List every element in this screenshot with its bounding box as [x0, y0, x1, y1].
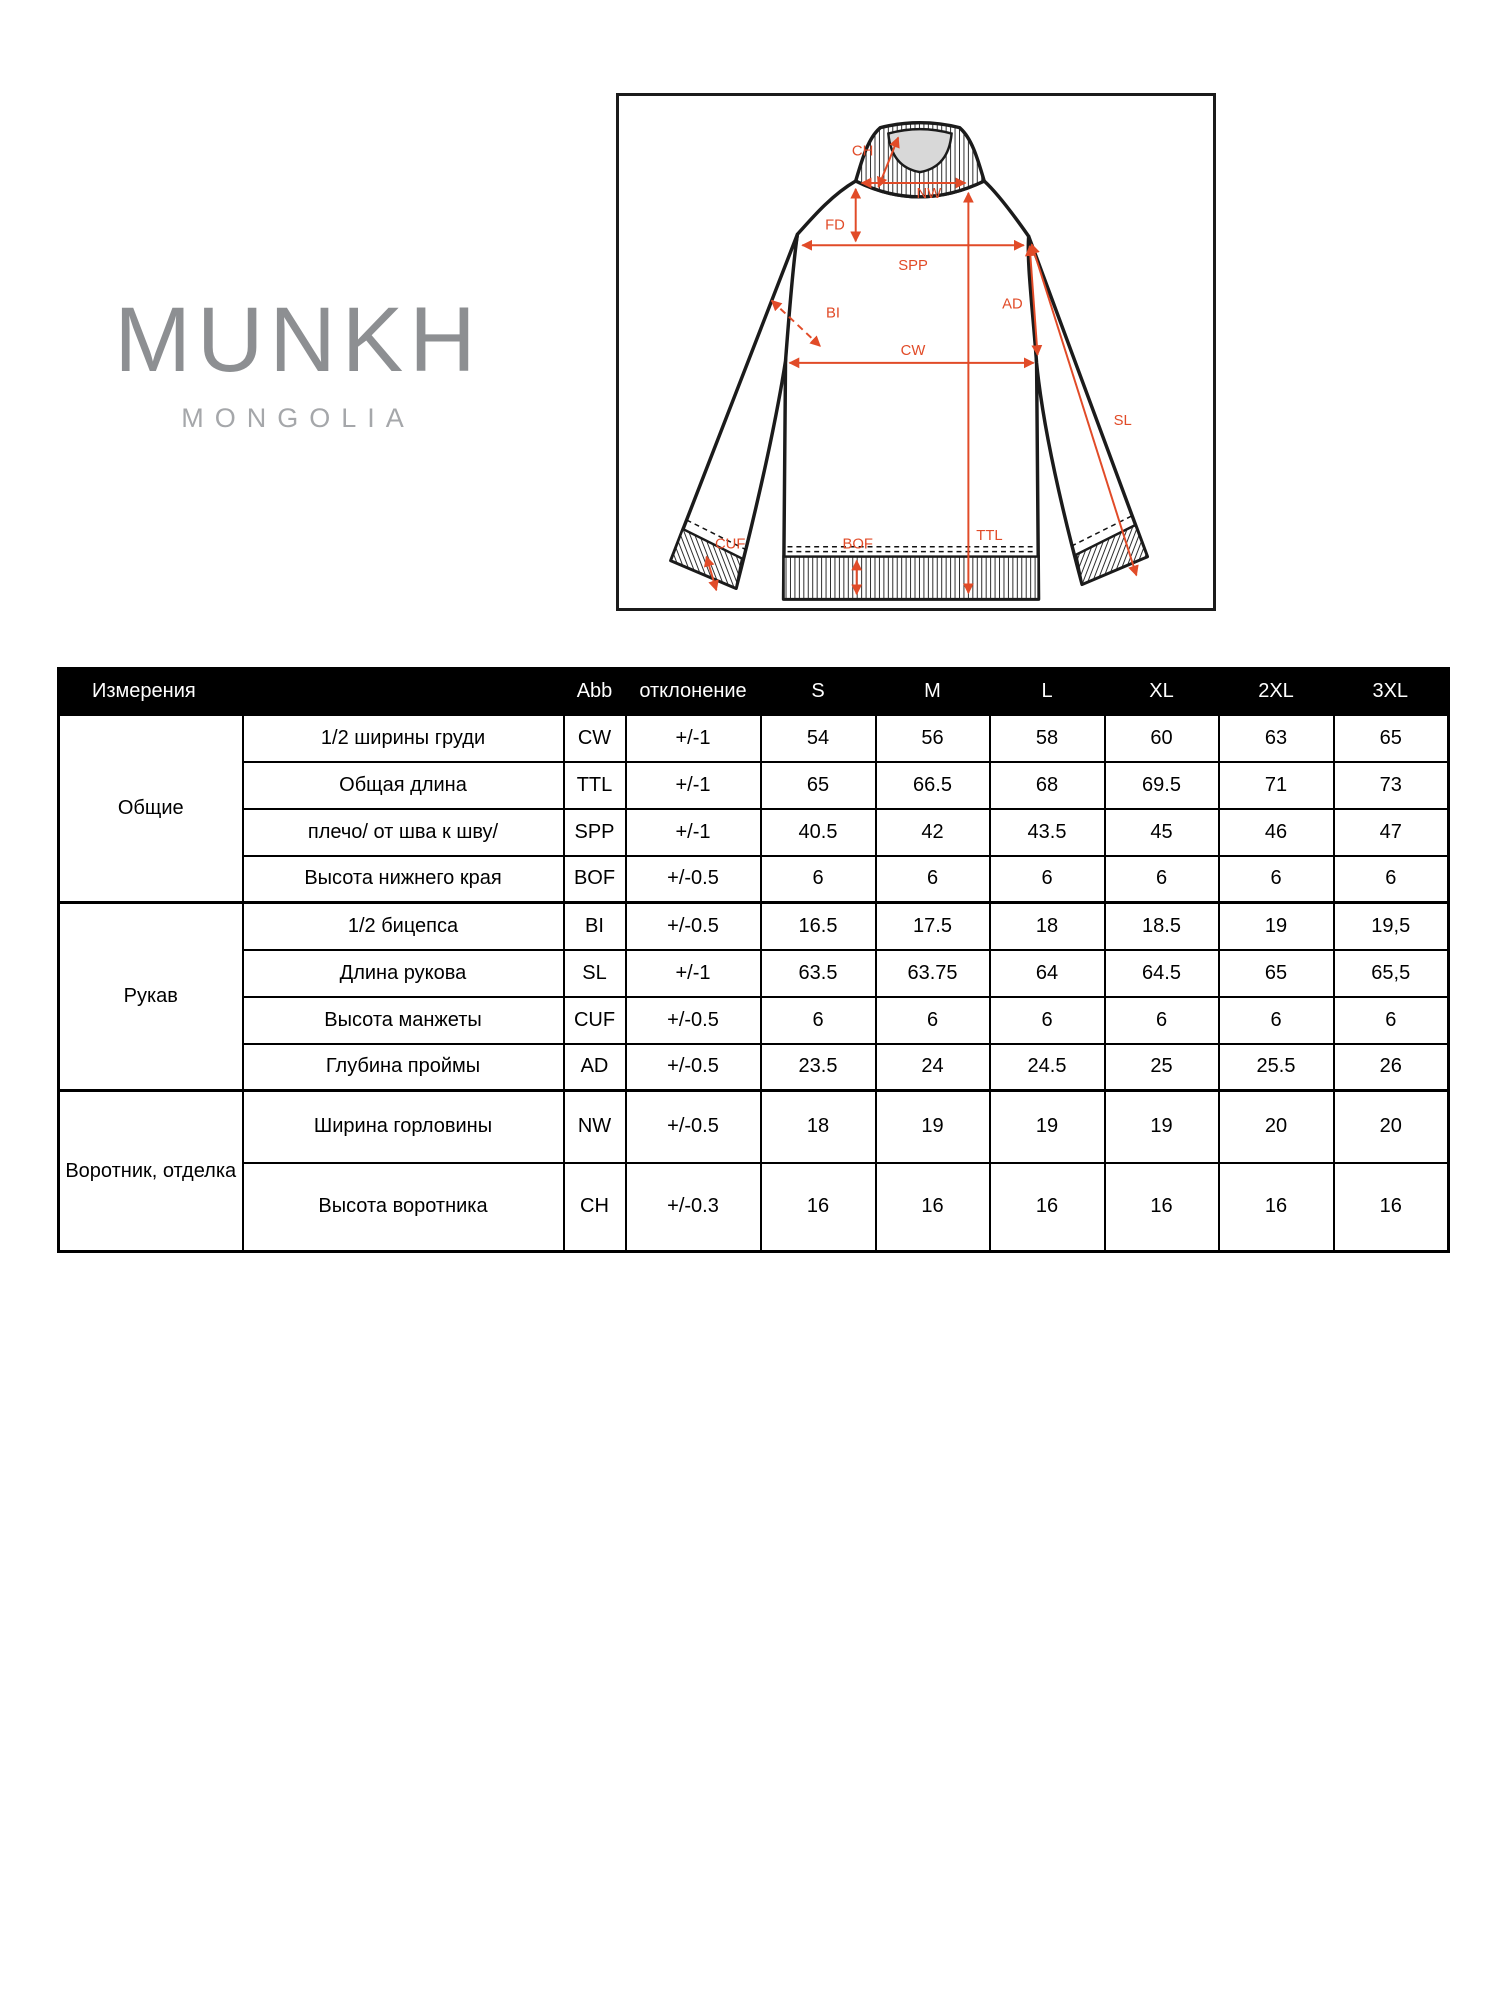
size-value: 65,5 — [1334, 950, 1449, 997]
col-header-measurements: Измерения — [59, 669, 564, 715]
measure-name: Глубина проймы — [243, 1044, 564, 1091]
size-value: 6 — [990, 997, 1105, 1044]
size-value: 65 — [1334, 715, 1449, 762]
size-value: 73 — [1334, 762, 1449, 809]
size-value: 17.5 — [876, 903, 990, 950]
size-value: 19,5 — [1334, 903, 1449, 950]
col-header-size-m: M — [876, 669, 990, 715]
size-value: 63.75 — [876, 950, 990, 997]
diagram-label-ch: CH — [851, 143, 874, 160]
measure-name: Общая длина — [243, 762, 564, 809]
size-value: 20 — [1219, 1091, 1334, 1163]
size-value: 68 — [990, 762, 1105, 809]
measure-abb: BI — [564, 903, 626, 950]
measure-name: Длина рукова — [243, 950, 564, 997]
measure-abb: TTL — [564, 762, 626, 809]
size-value: 65 — [761, 762, 876, 809]
size-value: 6 — [1219, 997, 1334, 1044]
col-header-size-3xl: 3XL — [1334, 669, 1449, 715]
diagram-label-spp: SPP — [898, 257, 928, 274]
table-row — [59, 1044, 1449, 1091]
table-row — [59, 903, 1449, 950]
brand-name: MUNKH — [114, 289, 482, 391]
size-value: 19 — [876, 1091, 990, 1163]
size-table — [57, 667, 1450, 1253]
measure-abb: AD — [564, 1044, 626, 1091]
measure-tolerance: +/-1 — [626, 809, 761, 856]
size-value: 46 — [1219, 809, 1334, 856]
size-value: 64 — [990, 950, 1105, 997]
size-value: 25.5 — [1219, 1044, 1334, 1091]
measure-name: 1/2 бицепса — [243, 903, 564, 950]
size-value: 16 — [1334, 1163, 1449, 1252]
size-value: 6 — [1219, 856, 1334, 903]
measure-tolerance: +/-0.5 — [626, 856, 761, 903]
size-value: 56 — [876, 715, 990, 762]
table-row — [59, 809, 1449, 856]
size-value: 60 — [1105, 715, 1219, 762]
size-value: 6 — [761, 856, 876, 903]
table-row — [59, 997, 1449, 1044]
diagram-label-cw: CW — [900, 342, 926, 359]
measure-abb: SPP — [564, 809, 626, 856]
size-value: 23.5 — [761, 1044, 876, 1091]
measure-tolerance: +/-1 — [626, 762, 761, 809]
size-value: 63.5 — [761, 950, 876, 997]
measure-tolerance: +/-0.5 — [626, 997, 761, 1044]
size-value: 26 — [1334, 1044, 1449, 1091]
group-label-general: Общие — [59, 715, 243, 903]
table-row — [59, 715, 1449, 762]
size-value: 24 — [876, 1044, 990, 1091]
sweater-technical-drawing — [619, 96, 1213, 608]
size-value: 43.5 — [990, 809, 1105, 856]
table-row — [59, 1091, 1449, 1163]
size-value: 6 — [876, 856, 990, 903]
col-header-size-2xl: 2XL — [1219, 669, 1334, 715]
measure-name: 1/2 ширины груди — [243, 715, 564, 762]
size-value: 18.5 — [1105, 903, 1219, 950]
size-value: 19 — [1105, 1091, 1219, 1163]
size-value: 63 — [1219, 715, 1334, 762]
measure-name: Высота манжеты — [243, 997, 564, 1044]
table-row — [59, 762, 1449, 809]
size-value: 19 — [1219, 903, 1334, 950]
measure-tolerance: +/-0.5 — [626, 1044, 761, 1091]
diagram-label-nw: NW — [916, 185, 942, 202]
measure-name: Высота воротника — [243, 1163, 564, 1252]
size-value: 64.5 — [1105, 950, 1219, 997]
size-value: 42 — [876, 809, 990, 856]
size-value: 45 — [1105, 809, 1219, 856]
table-header-row — [59, 669, 1449, 715]
size-value: 16 — [1219, 1163, 1334, 1252]
table-row — [59, 856, 1449, 903]
sweater-diagram-box — [616, 93, 1216, 611]
size-value: 40.5 — [761, 809, 876, 856]
size-value: 6 — [1334, 856, 1449, 903]
size-value: 16 — [761, 1163, 876, 1252]
col-header-tolerance: отклонение — [626, 669, 761, 715]
size-value: 47 — [1334, 809, 1449, 856]
diagram-label-fd: FD — [825, 217, 845, 234]
diagram-label-ad: AD — [1002, 296, 1023, 313]
size-value: 16.5 — [761, 903, 876, 950]
measure-name: плечо/ от шва к шву/ — [243, 809, 564, 856]
size-value: 58 — [990, 715, 1105, 762]
col-header-size-s: S — [761, 669, 876, 715]
measure-tolerance: +/-0.5 — [626, 1091, 761, 1163]
measure-abb: CH — [564, 1163, 626, 1252]
size-value: 71 — [1219, 762, 1334, 809]
measure-tolerance: +/-1 — [626, 950, 761, 997]
brand-logo — [110, 289, 486, 434]
measure-abb: CUF — [564, 997, 626, 1044]
size-value: 6 — [1105, 856, 1219, 903]
size-value: 25 — [1105, 1044, 1219, 1091]
table-row — [59, 1163, 1449, 1252]
size-value: 69.5 — [1105, 762, 1219, 809]
size-value: 6 — [1334, 997, 1449, 1044]
size-value: 6 — [876, 997, 990, 1044]
measure-tolerance: +/-1 — [626, 715, 761, 762]
size-value: 18 — [761, 1091, 876, 1163]
size-value: 6 — [990, 856, 1105, 903]
measure-abb: CW — [564, 715, 626, 762]
measure-abb: BOF — [564, 856, 626, 903]
size-value: 54 — [761, 715, 876, 762]
measure-tolerance: +/-0.5 — [626, 903, 761, 950]
brand-subtitle: MONGOLIA — [181, 402, 415, 433]
col-header-abb: Abb — [564, 669, 626, 715]
size-value: 6 — [1105, 997, 1219, 1044]
size-value: 16 — [990, 1163, 1105, 1252]
size-value: 18 — [990, 903, 1105, 950]
diagram-label-cuf: CUF — [714, 536, 746, 553]
group-label-sleeve: Рукав — [59, 903, 243, 1091]
size-value: 65 — [1219, 950, 1334, 997]
size-value: 20 — [1334, 1091, 1449, 1163]
diagram-label-bof: BOF — [842, 536, 873, 553]
diagram-label-bi: BI — [826, 305, 841, 322]
measure-name: Ширина горловины — [243, 1091, 564, 1163]
size-value: 24.5 — [990, 1044, 1105, 1091]
size-value: 19 — [990, 1091, 1105, 1163]
measure-name: Высота нижнего края — [243, 856, 564, 903]
measure-abb: NW — [564, 1091, 626, 1163]
diagram-label-sl: SL — [1113, 413, 1132, 430]
measure-abb: SL — [564, 950, 626, 997]
measure-tolerance: +/-0.3 — [626, 1163, 761, 1252]
table-row — [59, 950, 1449, 997]
diagram-label-ttl: TTL — [976, 527, 1003, 544]
col-header-size-xl: XL — [1105, 669, 1219, 715]
size-value: 16 — [876, 1163, 990, 1252]
size-value: 6 — [761, 997, 876, 1044]
col-header-size-l: L — [990, 669, 1105, 715]
group-label-collar: Воротник, отделка — [59, 1091, 243, 1252]
size-value: 16 — [1105, 1163, 1219, 1252]
size-value: 66.5 — [876, 762, 990, 809]
